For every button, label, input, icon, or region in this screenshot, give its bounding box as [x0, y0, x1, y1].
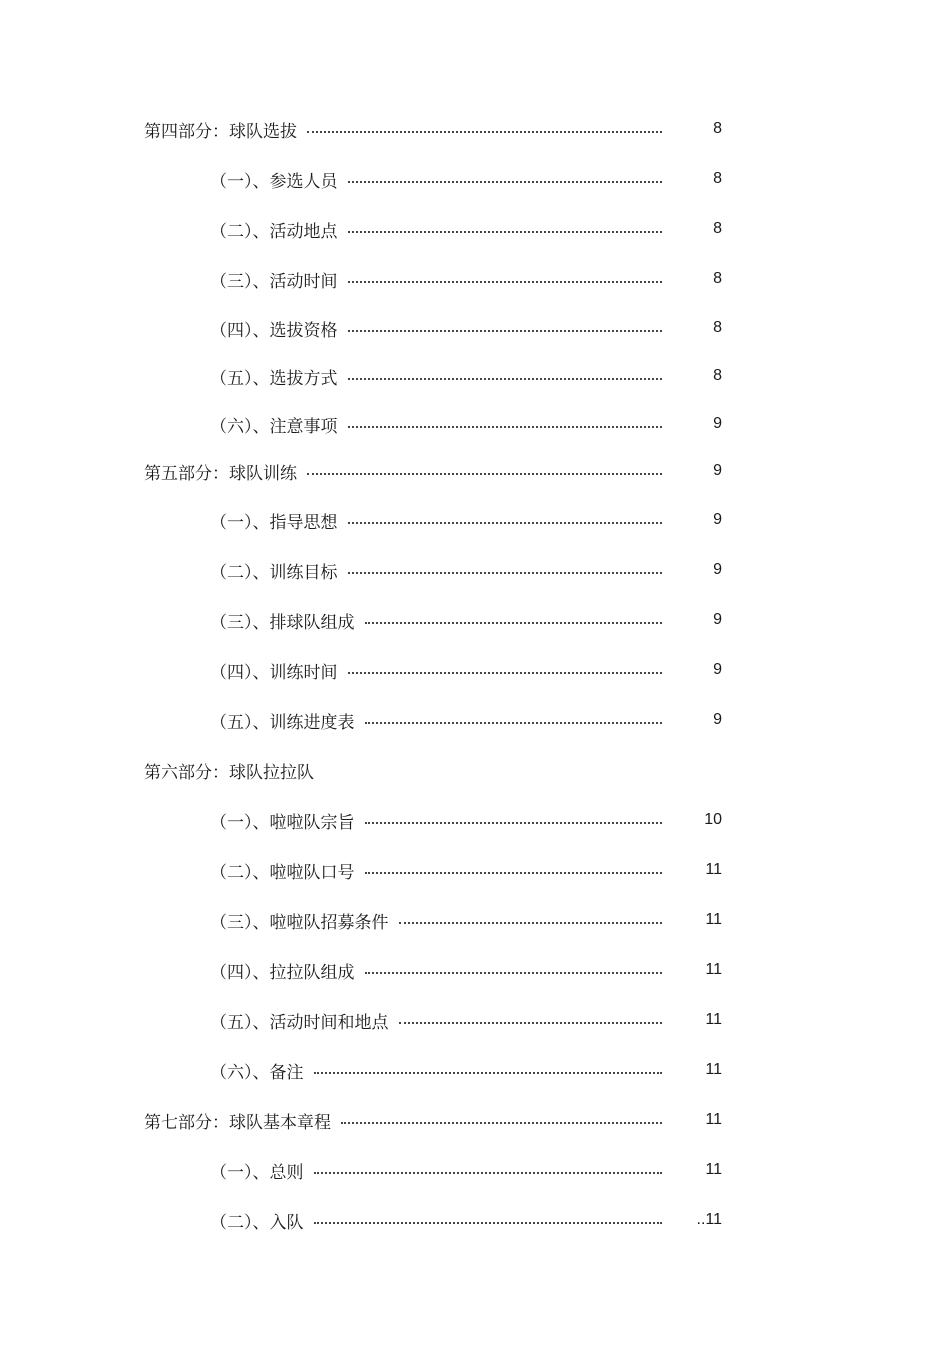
toc-page-number: 9: [713, 462, 722, 479]
toc-subsection-entry: [210, 363, 722, 389]
toc-dot-leader: [314, 1071, 663, 1074]
toc-entry-label: 第六部分：球队拉拉队: [144, 762, 314, 783]
toc-entry-label: （一）、指导思想: [210, 512, 338, 533]
toc-section-entry: [144, 458, 722, 484]
toc-page-number: 8: [713, 220, 722, 237]
toc-entry-label: （四）、选拔资格: [210, 320, 338, 341]
toc-page-number: 8: [713, 170, 722, 187]
toc-subsection-entry: [210, 807, 722, 833]
toc-subsection-entry: [210, 216, 722, 242]
toc-page-number: 11: [705, 1061, 722, 1078]
toc-entry-label: 第五部分：球队训练: [144, 463, 297, 484]
toc-entry-label: 第七部分：球队基本章程: [144, 1112, 331, 1133]
toc-entry-label: （三）、活动时间: [210, 271, 338, 292]
toc-page-number: 9: [713, 711, 722, 728]
toc-dot-leader: [365, 971, 663, 974]
toc-entry-label: （五）、训练进度表: [210, 712, 355, 733]
toc-dot-leader: [348, 571, 663, 574]
toc-entry-label: （五）、选拔方式: [210, 368, 338, 389]
toc-section-entry: [144, 1107, 722, 1133]
toc-dot-leader: [365, 871, 663, 874]
toc-page-number: 11: [705, 961, 722, 978]
toc-dot-leader: [348, 230, 663, 233]
toc-page-number: 9: [713, 611, 722, 628]
toc-entry-label: （五）、活动时间和地点: [210, 1012, 389, 1033]
toc-dot-leader: [348, 671, 663, 674]
toc-subsection-entry: [210, 507, 722, 533]
toc-subsection-entry: [210, 557, 722, 583]
toc-page-number: 11: [705, 911, 722, 928]
toc-page-number: 9: [713, 561, 722, 578]
toc-page-number: 8: [713, 120, 722, 137]
toc-dot-leader: [348, 377, 663, 380]
toc-subsection-entry: [210, 411, 722, 437]
toc-subsection-entry: [210, 1157, 722, 1183]
toc-subsection-entry: [210, 857, 722, 883]
toc-entry-label: （三）、啦啦队招募条件: [210, 912, 389, 933]
toc-dot-leader: [307, 130, 662, 133]
toc-entry-label: （六）、注意事项: [210, 416, 338, 437]
toc-dot-leader: [348, 280, 663, 283]
toc-page-number: 9: [713, 661, 722, 678]
toc-subsection-entry: [210, 266, 722, 292]
toc-subsection-entry: [210, 657, 722, 683]
toc-dot-leader: [314, 1221, 663, 1224]
toc-subsection-entry: [210, 957, 722, 983]
toc-dot-leader: [307, 472, 662, 475]
toc-entry-label: （三）、排球队组成: [210, 612, 355, 633]
toc-dot-leader: [399, 1021, 663, 1024]
toc-section-entry: [144, 116, 722, 142]
toc-entry-label: （一）、总则: [210, 1162, 304, 1183]
toc-page-number: 11: [705, 1011, 722, 1028]
toc-entry-label: （四）、训练时间: [210, 662, 338, 683]
toc-subsection-entry: [210, 1207, 722, 1233]
toc-page-number: 11: [705, 1111, 722, 1128]
toc-subsection-entry: [210, 1057, 722, 1083]
toc-subsection-entry: [210, 315, 722, 341]
toc-dot-leader: [365, 621, 663, 624]
toc-entry-label: （二）、训练目标: [210, 562, 338, 583]
toc-dot-leader: [314, 1171, 663, 1174]
toc-dot-leader: [348, 521, 663, 524]
toc-entry-label: （一）、啦啦队宗旨: [210, 812, 355, 833]
toc-page-number: ..11: [696, 1211, 722, 1228]
toc-page-number: 9: [713, 511, 722, 528]
toc-dot-leader: [365, 821, 663, 824]
toc-entry-label: （二）、活动地点: [210, 221, 338, 242]
toc-section-entry: [144, 757, 722, 783]
toc-subsection-entry: [210, 907, 722, 933]
toc-page-number: 8: [713, 367, 722, 384]
toc-subsection-entry: [210, 607, 722, 633]
toc-dot-leader: [399, 921, 663, 924]
toc-page-number: 9: [713, 415, 722, 432]
toc-dot-leader: [348, 329, 663, 332]
toc-page-number: 11: [705, 861, 722, 878]
toc-subsection-entry: [210, 1007, 722, 1033]
toc-entry-label: 第四部分：球队选拔: [144, 121, 297, 142]
toc-dot-leader: [341, 1121, 662, 1124]
toc-entry-label: （二）、入队: [210, 1212, 304, 1233]
toc-page-number: 10: [704, 811, 722, 828]
toc-page-number: 11: [705, 1161, 722, 1178]
toc-dot-leader: [348, 425, 663, 428]
toc-dot-leader: [365, 721, 663, 724]
toc-entry-label: （四）、拉拉队组成: [210, 962, 355, 983]
toc-entry-label: （二）、啦啦队口号: [210, 862, 355, 883]
toc-entry-label: （六）、备注: [210, 1062, 304, 1083]
toc-dot-leader: [348, 180, 663, 183]
toc-subsection-entry: [210, 166, 722, 192]
toc-subsection-entry: [210, 707, 722, 733]
toc-entry-label: （一）、参选人员: [210, 171, 338, 192]
toc-page-number: 8: [713, 270, 722, 287]
toc-page-number: 8: [713, 319, 722, 336]
